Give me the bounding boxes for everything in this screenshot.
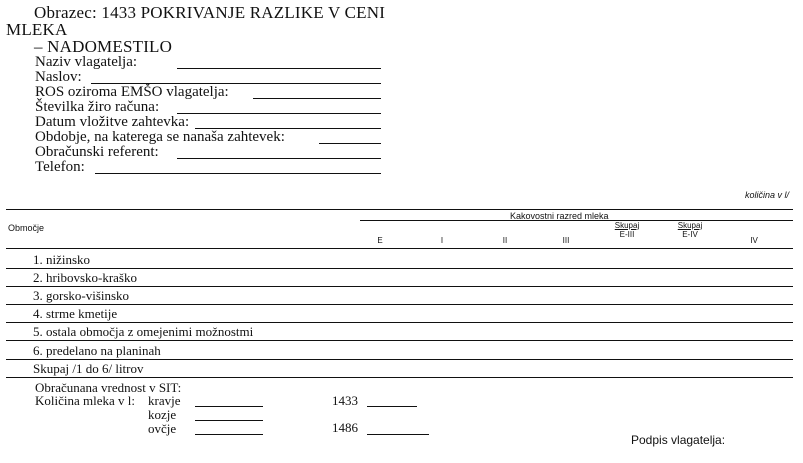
class-header-rule — [360, 220, 793, 221]
field-label: ROS oziroma EMŠO vlagatelja: — [35, 84, 229, 100]
field-applicant-name[interactable] — [35, 54, 137, 70]
field-label: Telefon: — [35, 159, 85, 175]
cow-milk-line[interactable] — [195, 406, 263, 407]
code-1486: 1486 — [332, 420, 358, 435]
table-top-rule — [6, 209, 793, 210]
row-rule — [6, 268, 793, 269]
class-header: Kakovostni razred mleka — [510, 211, 609, 221]
fill-line[interactable] — [319, 143, 381, 144]
fill-line[interactable] — [177, 113, 381, 114]
form-title-line-1: Obrazec: 1433 POKRIVANJE RAZLIKE V CENI — [34, 3, 386, 22]
fill-line[interactable] — [95, 173, 381, 174]
sheep-milk-line[interactable] — [195, 434, 263, 435]
row-rule — [6, 304, 793, 305]
header-bottom-rule — [6, 248, 793, 249]
field-label: Naslov: — [35, 69, 82, 85]
item-cow-milk: kravje — [148, 393, 181, 408]
sum-range: E-IV — [682, 230, 698, 239]
form-title-line-2: MLEKA — [6, 20, 68, 39]
field-referent[interactable] — [35, 144, 159, 160]
table-row: 3. gorsko-višinsko — [33, 288, 130, 303]
row-rule — [6, 359, 793, 360]
form-title — [6, 4, 385, 55]
quantity-label: Količina mleka v l: — [35, 393, 136, 408]
table-bottom-rule — [6, 377, 793, 378]
col-header-iv: IV — [750, 236, 758, 245]
sum-label: Skupaj — [614, 221, 640, 230]
form-title-line-3: – NADOMESTILO — [34, 37, 173, 56]
row-rule — [6, 322, 793, 323]
field-label: Številka žiro računa: — [35, 99, 160, 115]
row-rule — [6, 286, 793, 287]
col-header-sum-e-iv — [662, 221, 718, 239]
field-period[interactable] — [35, 129, 285, 145]
table-row-total: Skupaj /1 do 6/ litrov — [33, 361, 144, 376]
field-label: Datum vložitve zahtevka: — [35, 114, 190, 130]
signature-label: Podpis vlagatelja: — [631, 433, 726, 447]
fill-line[interactable] — [253, 98, 381, 99]
units-note: količina v l/ — [744, 190, 789, 200]
sum-label: Skupaj — [677, 221, 703, 230]
col-header-iii: III — [562, 236, 570, 245]
col-header-sum-e-iii — [599, 221, 655, 239]
field-phone[interactable] — [35, 159, 85, 175]
fill-line[interactable] — [177, 68, 381, 69]
region-header: Območje — [8, 223, 45, 233]
table-row: 5. ostala območja z omejenimi možnostmi — [33, 324, 254, 339]
fill-line[interactable] — [177, 158, 381, 159]
col-header-i: I — [440, 236, 444, 245]
field-label: Obdobje, na katerega se nanaša zahtevek: — [35, 129, 285, 145]
field-account-number[interactable] — [35, 99, 159, 115]
code-1433: 1433 — [332, 393, 358, 408]
table-row: 4. strme kmetije — [33, 306, 118, 321]
col-header-ii: II — [502, 236, 508, 245]
field-label: Naziv vlagatelja: — [35, 54, 138, 70]
sum-range: E-III — [619, 230, 635, 239]
code-1433-line[interactable] — [367, 406, 417, 407]
code-1486-line[interactable] — [367, 434, 429, 435]
col-header-e: E — [377, 236, 383, 245]
field-submission-date[interactable] — [35, 114, 189, 130]
table-row: 2. hribovsko-kraško — [33, 270, 137, 285]
row-rule — [6, 340, 793, 341]
table-row: 1. nižinsko — [33, 252, 91, 267]
goat-milk-line[interactable] — [195, 420, 263, 421]
field-ros-emso[interactable] — [35, 84, 229, 100]
value-label: Obračunana vrednost v SIT: — [35, 380, 182, 395]
field-address[interactable] — [35, 69, 82, 85]
field-label: Obračunski referent: — [35, 144, 159, 160]
table-row: 6. predelano na planinah — [33, 343, 161, 358]
item-sheep-milk: ovčje — [148, 421, 177, 436]
item-goat-milk: kozje — [148, 407, 177, 422]
